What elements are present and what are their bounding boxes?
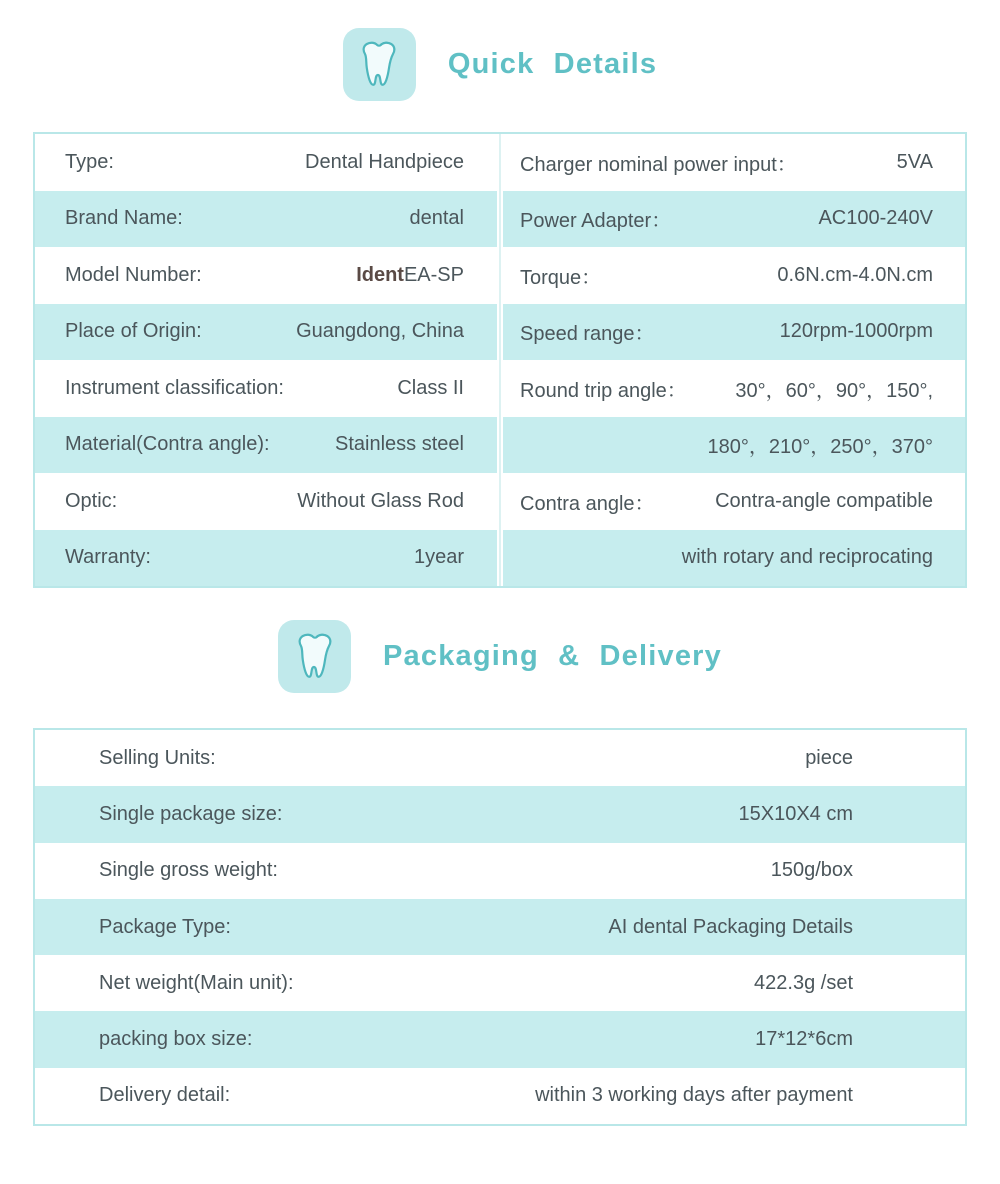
spec-label: Optic: — [65, 489, 118, 512]
spec-label: Charger nominal power input： — [520, 153, 797, 176]
quick-details-left-column — [35, 134, 497, 586]
spec-label: Round trip angle： — [520, 379, 687, 402]
spec-row-round-trip-angle-cont — [503, 417, 965, 474]
spec-row-round-trip-angle — [503, 360, 965, 417]
spec-value: 30°，60°，90°，150°, — [735, 379, 933, 402]
spec-row-brand-name — [35, 191, 497, 248]
package-row-single-package-size — [35, 786, 965, 842]
spec-value: 0.6N.cm-4.0N.cm — [777, 263, 933, 286]
package-row-selling-units — [35, 730, 965, 786]
spec-label: Speed range： — [520, 323, 655, 346]
spec-value: Dental Handpiece — [305, 150, 464, 173]
package-value: within 3 working days after payment — [535, 1084, 853, 1107]
spec-value: 120rpm-1000rpm — [779, 320, 933, 343]
package-label: packing box size: — [99, 1028, 253, 1051]
spec-value — [356, 264, 464, 287]
tooth-icon — [278, 620, 351, 693]
spec-label: Model Number: — [65, 263, 202, 286]
packaging-table — [33, 728, 967, 1126]
package-label: Package Type: — [99, 915, 231, 938]
package-row-packing-box-size — [35, 1011, 965, 1067]
spec-row-charger-power-input — [503, 134, 965, 191]
spec-value: 5VA — [896, 150, 933, 173]
spec-label: Place of Origin: — [65, 320, 202, 343]
package-row-delivery-detail — [35, 1068, 965, 1124]
spec-row-model-number — [35, 247, 497, 304]
brand-highlight: Ident — [356, 263, 404, 286]
spec-value: with rotary and reciprocating — [681, 546, 933, 569]
package-value: 17*12*6cm — [755, 1028, 853, 1051]
package-label: Delivery detail: — [99, 1084, 231, 1107]
spec-label: Contra angle： — [520, 492, 655, 515]
model-suffix: EA-SP — [403, 263, 464, 286]
spec-label: Torque： — [520, 266, 602, 289]
package-label: Single gross weight: — [99, 859, 278, 882]
package-value: AI dental Packaging Details — [608, 915, 853, 938]
package-value: 150g/box — [770, 859, 853, 882]
spec-value: Class II — [397, 376, 464, 399]
spec-label: Material(Contra angle): — [65, 433, 270, 456]
package-label: Single package size: — [99, 802, 283, 825]
spec-row-instrument-classification — [35, 360, 497, 417]
spec-value: AC100-240V — [818, 207, 933, 230]
spec-label: Warranty: — [65, 546, 151, 569]
quick-details-header — [0, 28, 1000, 101]
package-value: 15X10X4 cm — [738, 802, 853, 825]
spec-value: Contra-angle compatible — [715, 489, 933, 512]
package-label: Net weight(Main unit): — [99, 971, 294, 994]
spec-value: 180°，210°，250°，370° — [707, 436, 933, 459]
spec-value: Guangdong, China — [296, 320, 464, 343]
spec-row-contra-angle-cont — [503, 530, 965, 587]
spec-row-material — [35, 417, 497, 474]
packaging-delivery-header — [0, 620, 1000, 693]
quick-details-right-column — [503, 134, 965, 586]
package-row-single-gross-weight — [35, 843, 965, 899]
spec-row-power-adapter — [503, 191, 965, 248]
column-divider — [497, 134, 503, 586]
spec-row-speed-range — [503, 304, 965, 361]
package-row-net-weight — [35, 955, 965, 1011]
spec-value: 1year — [413, 546, 464, 569]
package-label: Selling Units: — [99, 746, 216, 769]
packaging-delivery-title: Packaging & Delivery — [383, 640, 722, 672]
quick-details-table — [33, 132, 967, 588]
spec-label: Instrument classification: — [65, 376, 284, 399]
spec-row-contra-angle — [503, 473, 965, 530]
spec-value: Without Glass Rod — [297, 489, 464, 512]
spec-row-torque — [503, 247, 965, 304]
spec-label: Power Adapter： — [520, 210, 672, 233]
spec-row-warranty — [35, 530, 497, 587]
spec-label: Brand Name: — [65, 207, 183, 230]
spec-value: dental — [409, 207, 464, 230]
quick-details-title: Quick Details — [447, 48, 658, 80]
tooth-icon — [343, 28, 416, 101]
spec-value: Stainless steel — [335, 433, 464, 456]
package-row-package-type — [35, 899, 965, 955]
spec-label: Type: — [65, 150, 114, 173]
package-value: piece — [805, 746, 853, 769]
spec-row-optic — [35, 473, 497, 530]
spec-row-type — [35, 134, 497, 191]
package-value: 422.3g /set — [754, 971, 853, 994]
spec-row-place-of-origin — [35, 304, 497, 361]
